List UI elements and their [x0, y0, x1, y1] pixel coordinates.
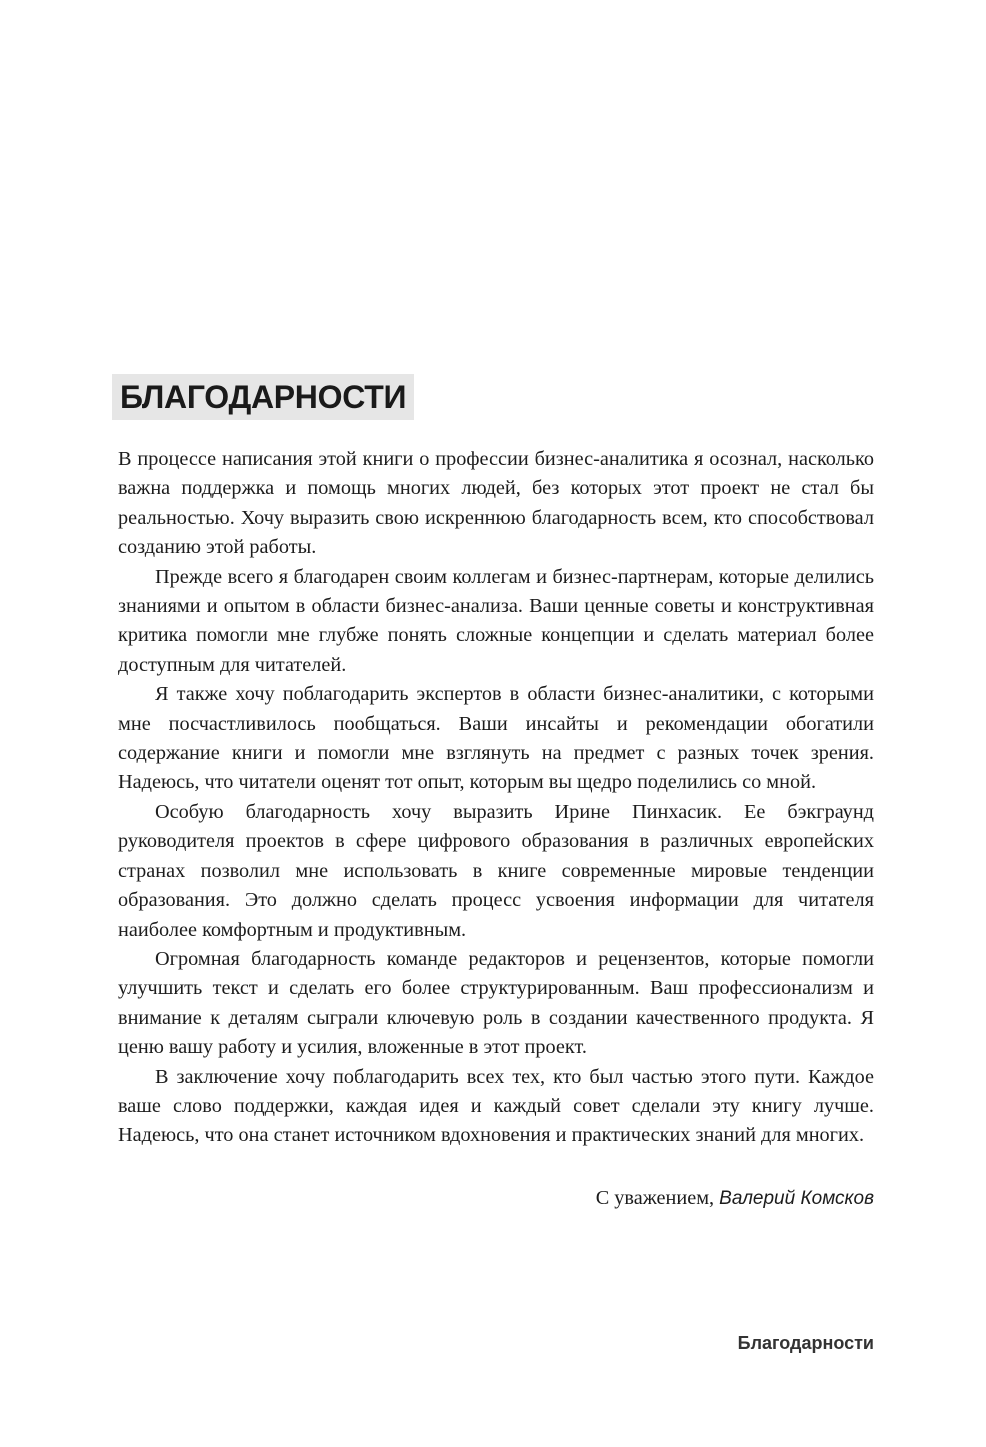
chapter-heading-box [112, 374, 414, 420]
paragraph-2: Прежде всего я благодарен своим коллегам и бизнес-партнерам, которые делились знаниями и опытом в области бизнес-анализа. Ваши ценные советы и конструктивная критика помогли мне глубже понять сложные концепции и сделать материал более доступным для читателей. [118, 565, 874, 676]
chapter-heading: БЛАГОДАРНОСТИ [120, 379, 407, 415]
paragraph-5: Огромная благодарность команде редакторов и рецензентов, которые помогли улучшить текст и сделать его более структурированным. Ваш профессионализм и внимание к деталям сыграли ключевую роль в создании качественного продукта. Я ценю вашу работу и усилия, вложенные в этот проект. [118, 947, 874, 1059]
paragraph-1: В процессе написания этой книги о профессии бизнес-аналитика я осознал, насколько важна поддержка и помощь многих людей, без которых этот проект не стал бы реальностью. Хочу выразить свою искреннюю благодарность всем, кто способствовал созданию этой работы. [118, 448, 874, 559]
paragraph-3: Я также хочу поблагодарить экспертов в области бизнес-аналитики, с которыми мне посчастливилось пообщаться. Ваши инсайты и рекомендации обогатили содержание книги и помогли мне взглянуть на предмет с разных точек зрения. Надеюсь, что читатели оценят тот опыт, которым вы щедро поделились со мной. [118, 683, 874, 794]
paragraph-4: Особую благодарность хочу выразить Ирине Пинхасик. Ее бэкграунд руководителя проектов в сфере цифрового образования в различных европейских странах позволил мне использовать в книге современные мировые тенденции образования. Это должно сделать процесс усвоения информации для читателя наиболее комфортным и продуктивным. [118, 800, 874, 941]
signature-line [596, 1184, 874, 1213]
signature-prefix: С уважением, [595, 1187, 720, 1209]
author-name: Валерий Комсков [719, 1188, 874, 1209]
running-footer: Благодарности [737, 1333, 874, 1353]
paragraph-6: В заключение хочу поблагодарить всех тех, кто был частью этого пути. Каждое ваше слово поддержки, каждая идея и каждый совет сделали эту книгу лучше. Надеюсь, что она станет источником вдохновения и практических знаний для многих. [118, 1065, 874, 1147]
acknowledgements-body [118, 445, 874, 1151]
